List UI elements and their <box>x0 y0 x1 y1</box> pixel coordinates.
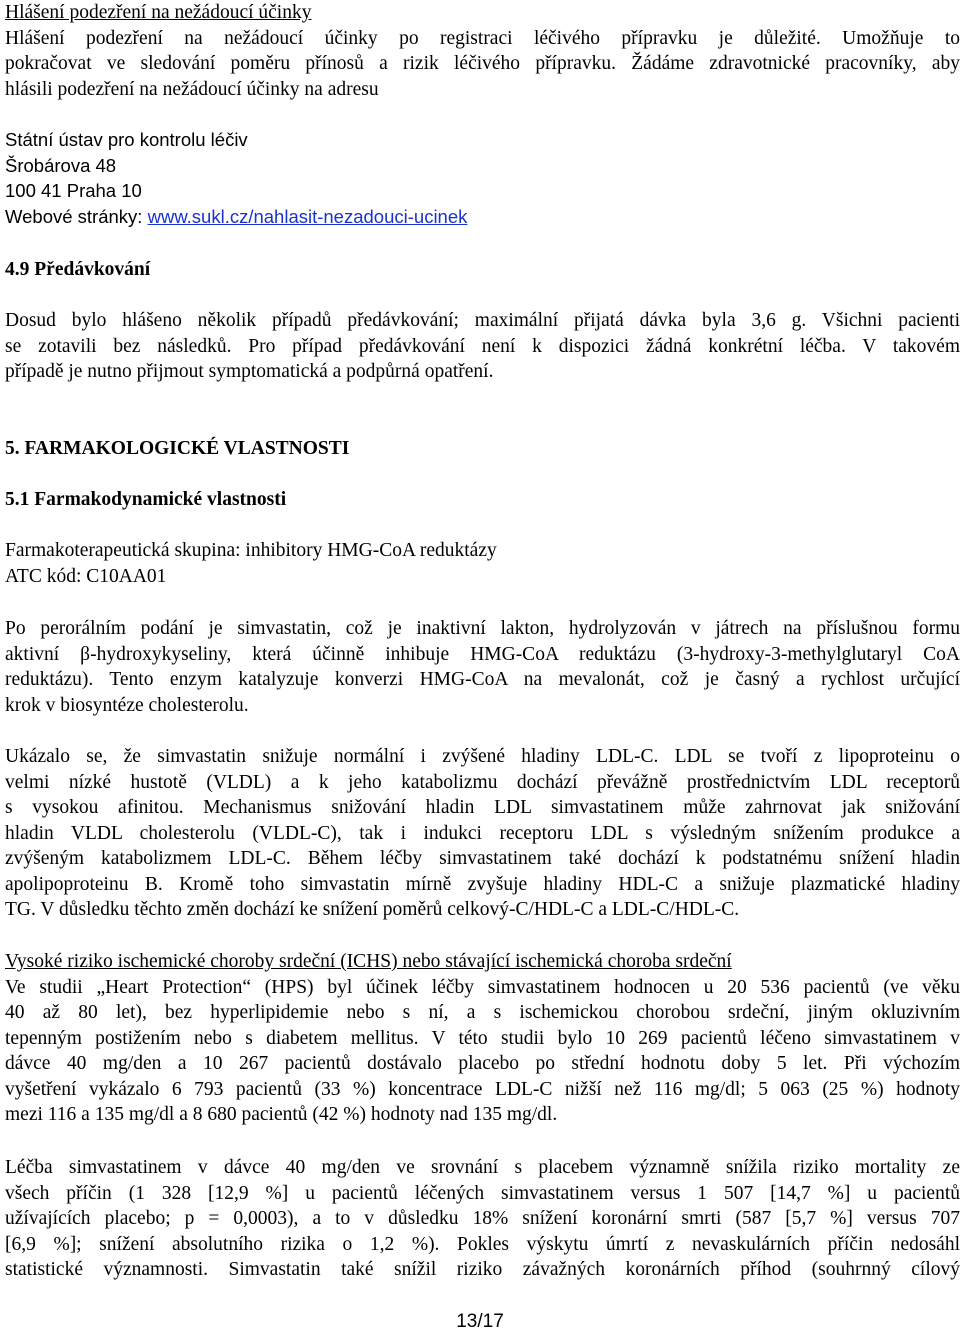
paragraph-line: reduktázu). Tento enzym katalyzuje konverzi HMG-CoA na mevalonát, což je časný a rychlost určující <box>5 669 960 690</box>
paragraph-line: TG. V důsledku těchto změn dochází ke snížení poměrů celkový-C/HDL-C a LDL-C/HDL-C. <box>5 899 740 920</box>
hps-paragraph <box>5 949 960 1128</box>
paragraph-line: Po perorálním podání je simvastatin, což je inaktivní lakton, hydrolyzován v játrech na příslušnou formu <box>5 618 960 639</box>
atc-block <box>5 538 960 589</box>
reporting-text-line: pokračovat ve sledování poměru přínosů a rizik léčivého přípravku. Žádáme zdravotnické pracovníky, aby <box>5 53 960 74</box>
paragraph-line: mezi 116 a 135 mg/dl a 8 680 pacientů (42 %) hodnoty nad 135 mg/dl. <box>5 1104 558 1125</box>
address-line: 100 41 Praha 10 <box>5 180 142 201</box>
paragraph-line: krok v biosyntéze cholesterolu. <box>5 694 249 716</box>
paragraph-line: s vysokou afinitou. Mechanismus snižování hladin LDL simvastatinem může zahrnovat jak snižování <box>5 797 960 818</box>
paragraph-line: tepenným postižením nebo s diabetem mellitus. V této studii bylo 10 269 pacientů léčeno simvastatinem v <box>5 1027 960 1049</box>
website-line <box>5 204 960 230</box>
paragraph-line: všech příčin (1 328 [12,9 %] u pacientů léčených simvastatinem versus 1 507 [14,7 %] u pacientů <box>5 1182 960 1204</box>
reporting-text-line: Hlášení podezření na nežádoucí účinky po registraci léčivého přípravku je důležité. Umožňuje to <box>5 27 960 49</box>
section-5-heading <box>5 436 960 462</box>
ldl-paragraph <box>5 744 960 923</box>
mechanism-paragraph <box>5 616 960 718</box>
overdose-text-line: Dosud bylo hlášeno několik případů předávkování; maximální přijatá dávka byla 3,6 g. Všichni pacienti <box>5 310 960 331</box>
atc-code: ATC kód: C10AA01 <box>5 565 167 587</box>
overdose-text-line: případě je nutno přijmout symptomatická a podpůrná opatření. <box>5 361 494 382</box>
paragraph-line: velmi nízké hustotě (VLDL) a k jeho katabolizmu dochází převážně prostřednictvím LDL receptorů <box>5 771 960 793</box>
website-link[interactable]: www.sukl.cz/nahlasit-nezadouci-ucinek <box>147 205 468 227</box>
overdose-heading <box>5 257 960 283</box>
website-label: Webové stránky: <box>5 205 148 227</box>
ichs-subheading: Vysoké riziko ischemické choroby srdeční (ICHS) nebo stávající ischemická choroba srdeční <box>5 951 732 972</box>
paragraph-line: hladin VLDL cholesterolu (VLDL-C), tak i indukci receptoru LDL s výsledným snížením produkce a <box>5 822 960 844</box>
paragraph-line: užívajících placebo; p = 0,0003), a to v důsledku 18% snížení koronární smrti (587 [5,7 %] versus 707 <box>5 1208 960 1229</box>
section-51-title: 5.1 Farmakodynamické vlastnosti <box>5 489 287 510</box>
section-5-title: 5. FARMAKOLOGICKÉ VLASTNOSTI <box>5 438 350 459</box>
section-51-heading <box>5 487 960 513</box>
paragraph-line: apolipoproteinu B. Kromě toho simvastatin mírně zvyšuje hladiny HDL-C a snižuje plazmatické hladiny <box>5 873 960 895</box>
address-line: Státní ústav pro kontrolu léčiv <box>5 129 248 150</box>
paragraph-line: Léčba simvastatinem v dávce 40 mg/den ve srovnání s placebem významně snížila riziko mortality ze <box>5 1157 960 1178</box>
paragraph-line: aktivní β-hydroxykyseliny, která účinně inhibuje HMG-CoA reduktázu (3-hydroxy-3-methylglutaryl CoA <box>5 643 960 665</box>
pharmacotherapeutic-group: Farmakoterapeutická skupina: inhibitory HMG-CoA reduktázy <box>5 540 497 561</box>
section-reporting <box>5 0 960 102</box>
address-block <box>5 127 960 229</box>
overdose-paragraph <box>5 308 960 385</box>
paragraph-line: vyšetření vykázalo 6 793 pacientů (33 %) koncentrace LDL-C nižší než 116 mg/dl; 5 063 (25 %) hodnoty <box>5 1078 960 1100</box>
paragraph-line: zvýšeným katabolizmem LDL-C. Během léčby simvastatinem také dochází k podstatnému snížení hladin <box>5 848 960 869</box>
paragraph-line: [6,9 %]; snížení absolutního rizika o 1,2 %). Pokles výskytu úmrtí z nevaskulárních příčin nedosáhl <box>5 1233 960 1255</box>
paragraph-line: Ve studii „Heart Protection“ (HPS) byl účinek léčby simvastatinem hodnocen u 20 536 pacientů (ve věku <box>5 976 960 998</box>
mortality-paragraph <box>5 1155 960 1283</box>
address-line: Šrobárova 48 <box>5 154 117 176</box>
paragraph-line: dávce 40 mg/den a 10 267 pacientů dostávalo placebo po střední hodnotu doby 5 let. Při výchozím <box>5 1053 960 1074</box>
paragraph-line: 40 až 80 let), bez hyperlipidemie nebo s ní, a s ischemickou chorobou srdeční, jiným okluzivním <box>5 1002 960 1023</box>
reporting-title: Hlášení podezření na nežádoucí účinky <box>5 2 312 23</box>
overdose-title: 4.9 Předávkování <box>5 259 151 280</box>
paragraph-line: statistické významnosti. Simvastatin také snížil riziko závažných koronárních příhod (souhrnný cílový <box>5 1259 960 1280</box>
overdose-text-line: se zotavili bez následků. Pro případ předávkování není k dispozici žádná konkrétní léčba. V takovém <box>5 335 960 357</box>
reporting-text-line: hlásili podezření na nežádoucí účinky na adresu <box>5 78 379 100</box>
paragraph-line: Ukázalo se, že simvastatin snižuje normální i zvýšené hladiny LDL-C. LDL se tvoří z lipoproteinu o <box>5 746 960 767</box>
page-number: 13/17 <box>456 1311 504 1332</box>
